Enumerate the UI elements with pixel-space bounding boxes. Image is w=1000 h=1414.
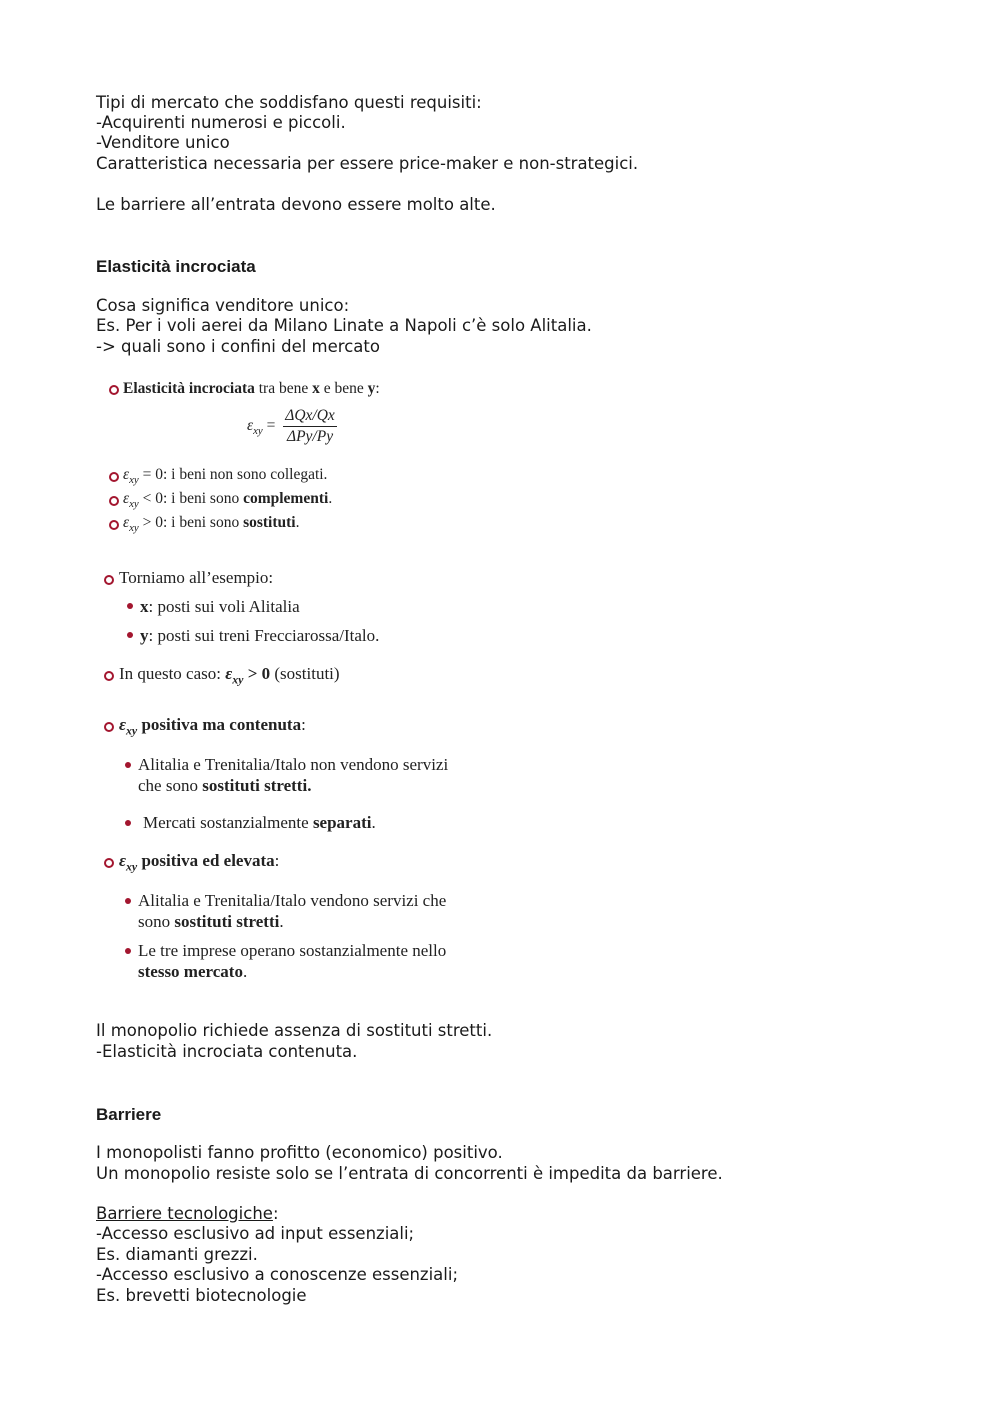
section2-line-2: Un monopolio resiste solo se l’entrata di concorrenti è impedita da barriere. (96, 1164, 723, 1183)
bullet-ring-icon (104, 722, 114, 732)
bullet-ring-icon (104, 671, 114, 681)
bullet-dot-icon (125, 820, 131, 826)
case-zero: $\varepsilon_{xy} = 0$: i beni non sono collegati. (123, 466, 328, 487)
slide1-title: Elasticità incrociata tra bene x e bene y: (123, 380, 380, 397)
section2-line-5: -Accesso esclusivo a conoscenze essenziali; (96, 1265, 459, 1284)
bullet-ring-icon (104, 575, 114, 585)
high-point-1-line-1: Alitalia e Trenitalia/Italo vendono servizi che (138, 891, 447, 910)
section1-line-1: Cosa significa venditore unico: (96, 296, 350, 315)
bullet-ring-icon (109, 472, 119, 482)
bullet-dot-icon (125, 762, 131, 768)
bullet-ring-icon (109, 496, 119, 506)
example-x: x: posti sui voli Alitalia (140, 597, 300, 616)
intro-line-5: Le barriere all’entrata devono essere molto alte. (96, 195, 496, 214)
section2-line-1: I monopolisti fanno profitto (economico) positivo. (96, 1143, 503, 1162)
section1-line-3: -> quali sono i confini del mercato (96, 337, 380, 356)
example-intro: Torniamo all’esempio: (119, 568, 274, 587)
bullet-ring-icon (109, 520, 119, 530)
case-negative: $\varepsilon_{xy} < 0$: i beni sono complementi. (123, 490, 333, 511)
bullet-dot-icon (125, 948, 131, 954)
elasticity-formula: $\varepsilon_{xy}$ = $\frac{\text{ΔQx/Qx}}{\text{ΔPy/Py}}$ (247, 407, 335, 445)
bullet-ring-icon (104, 858, 114, 868)
contained-point-1-line-1: Alitalia e Trenitalia/Italo non vendono servizi (138, 755, 449, 774)
bullet-dot-icon (127, 603, 133, 609)
section-heading-barriere: Barriere (96, 1105, 162, 1124)
high-point-1-line-2: sono sostituti stretti. (138, 912, 284, 931)
section2-line-6: Es. brevetti biotecnologie (96, 1286, 307, 1305)
section2-line-4: Es. diamanti grezzi. (96, 1245, 258, 1264)
case-positive: $\varepsilon_{xy} > 0$: i beni sono sostituti. (123, 514, 300, 535)
high-point-2-line-1: Le tre imprese operano sostanzialmente nello (138, 941, 447, 960)
example-y: y: posti sui treni Frecciarossa/Italo. (140, 626, 380, 645)
intro-line-1: Tipi di mercato che soddisfano questi requisiti: (96, 93, 482, 112)
contained-point-2: Mercati sostanzialmente separati. (143, 813, 376, 832)
section2-line-3: -Accesso esclusivo ad input essenziali; (96, 1224, 415, 1243)
bullet-ring-icon (109, 385, 119, 395)
positive-high-title: $\varepsilon_{xy}$ positiva ed elevata: (119, 851, 280, 874)
intro-line-4: Caratteristica necessaria per essere price-maker e non-strategici. (96, 154, 639, 173)
example-case: In questo caso: $\varepsilon_{xy} > 0$ (sostituti) (119, 664, 340, 687)
bullet-dot-icon (127, 632, 133, 638)
after-line-1: Il monopolio richiede assenza di sostituti stretti. (96, 1021, 493, 1040)
positive-contained-title: $\varepsilon_{xy}$ positiva ma contenuta: (119, 715, 306, 738)
high-point-2-line-2: stesso mercato. (138, 962, 248, 981)
section-heading-elasticita: Elasticità incrociata (96, 257, 256, 276)
contained-point-1-line-2: che sono sostituti stretti. (138, 776, 312, 795)
section1-line-2: Es. Per i voli aerei da Milano Linate a Napoli c’è solo Alitalia. (96, 316, 592, 335)
intro-line-2: -Acquirenti numerosi e piccoli. (96, 113, 346, 132)
section2-subheading: Barriere tecnologiche: (96, 1204, 279, 1223)
after-line-2: -Elasticità incrociata contenuta. (96, 1042, 358, 1061)
intro-line-3: -Venditore unico (96, 133, 230, 152)
bullet-dot-icon (125, 898, 131, 904)
